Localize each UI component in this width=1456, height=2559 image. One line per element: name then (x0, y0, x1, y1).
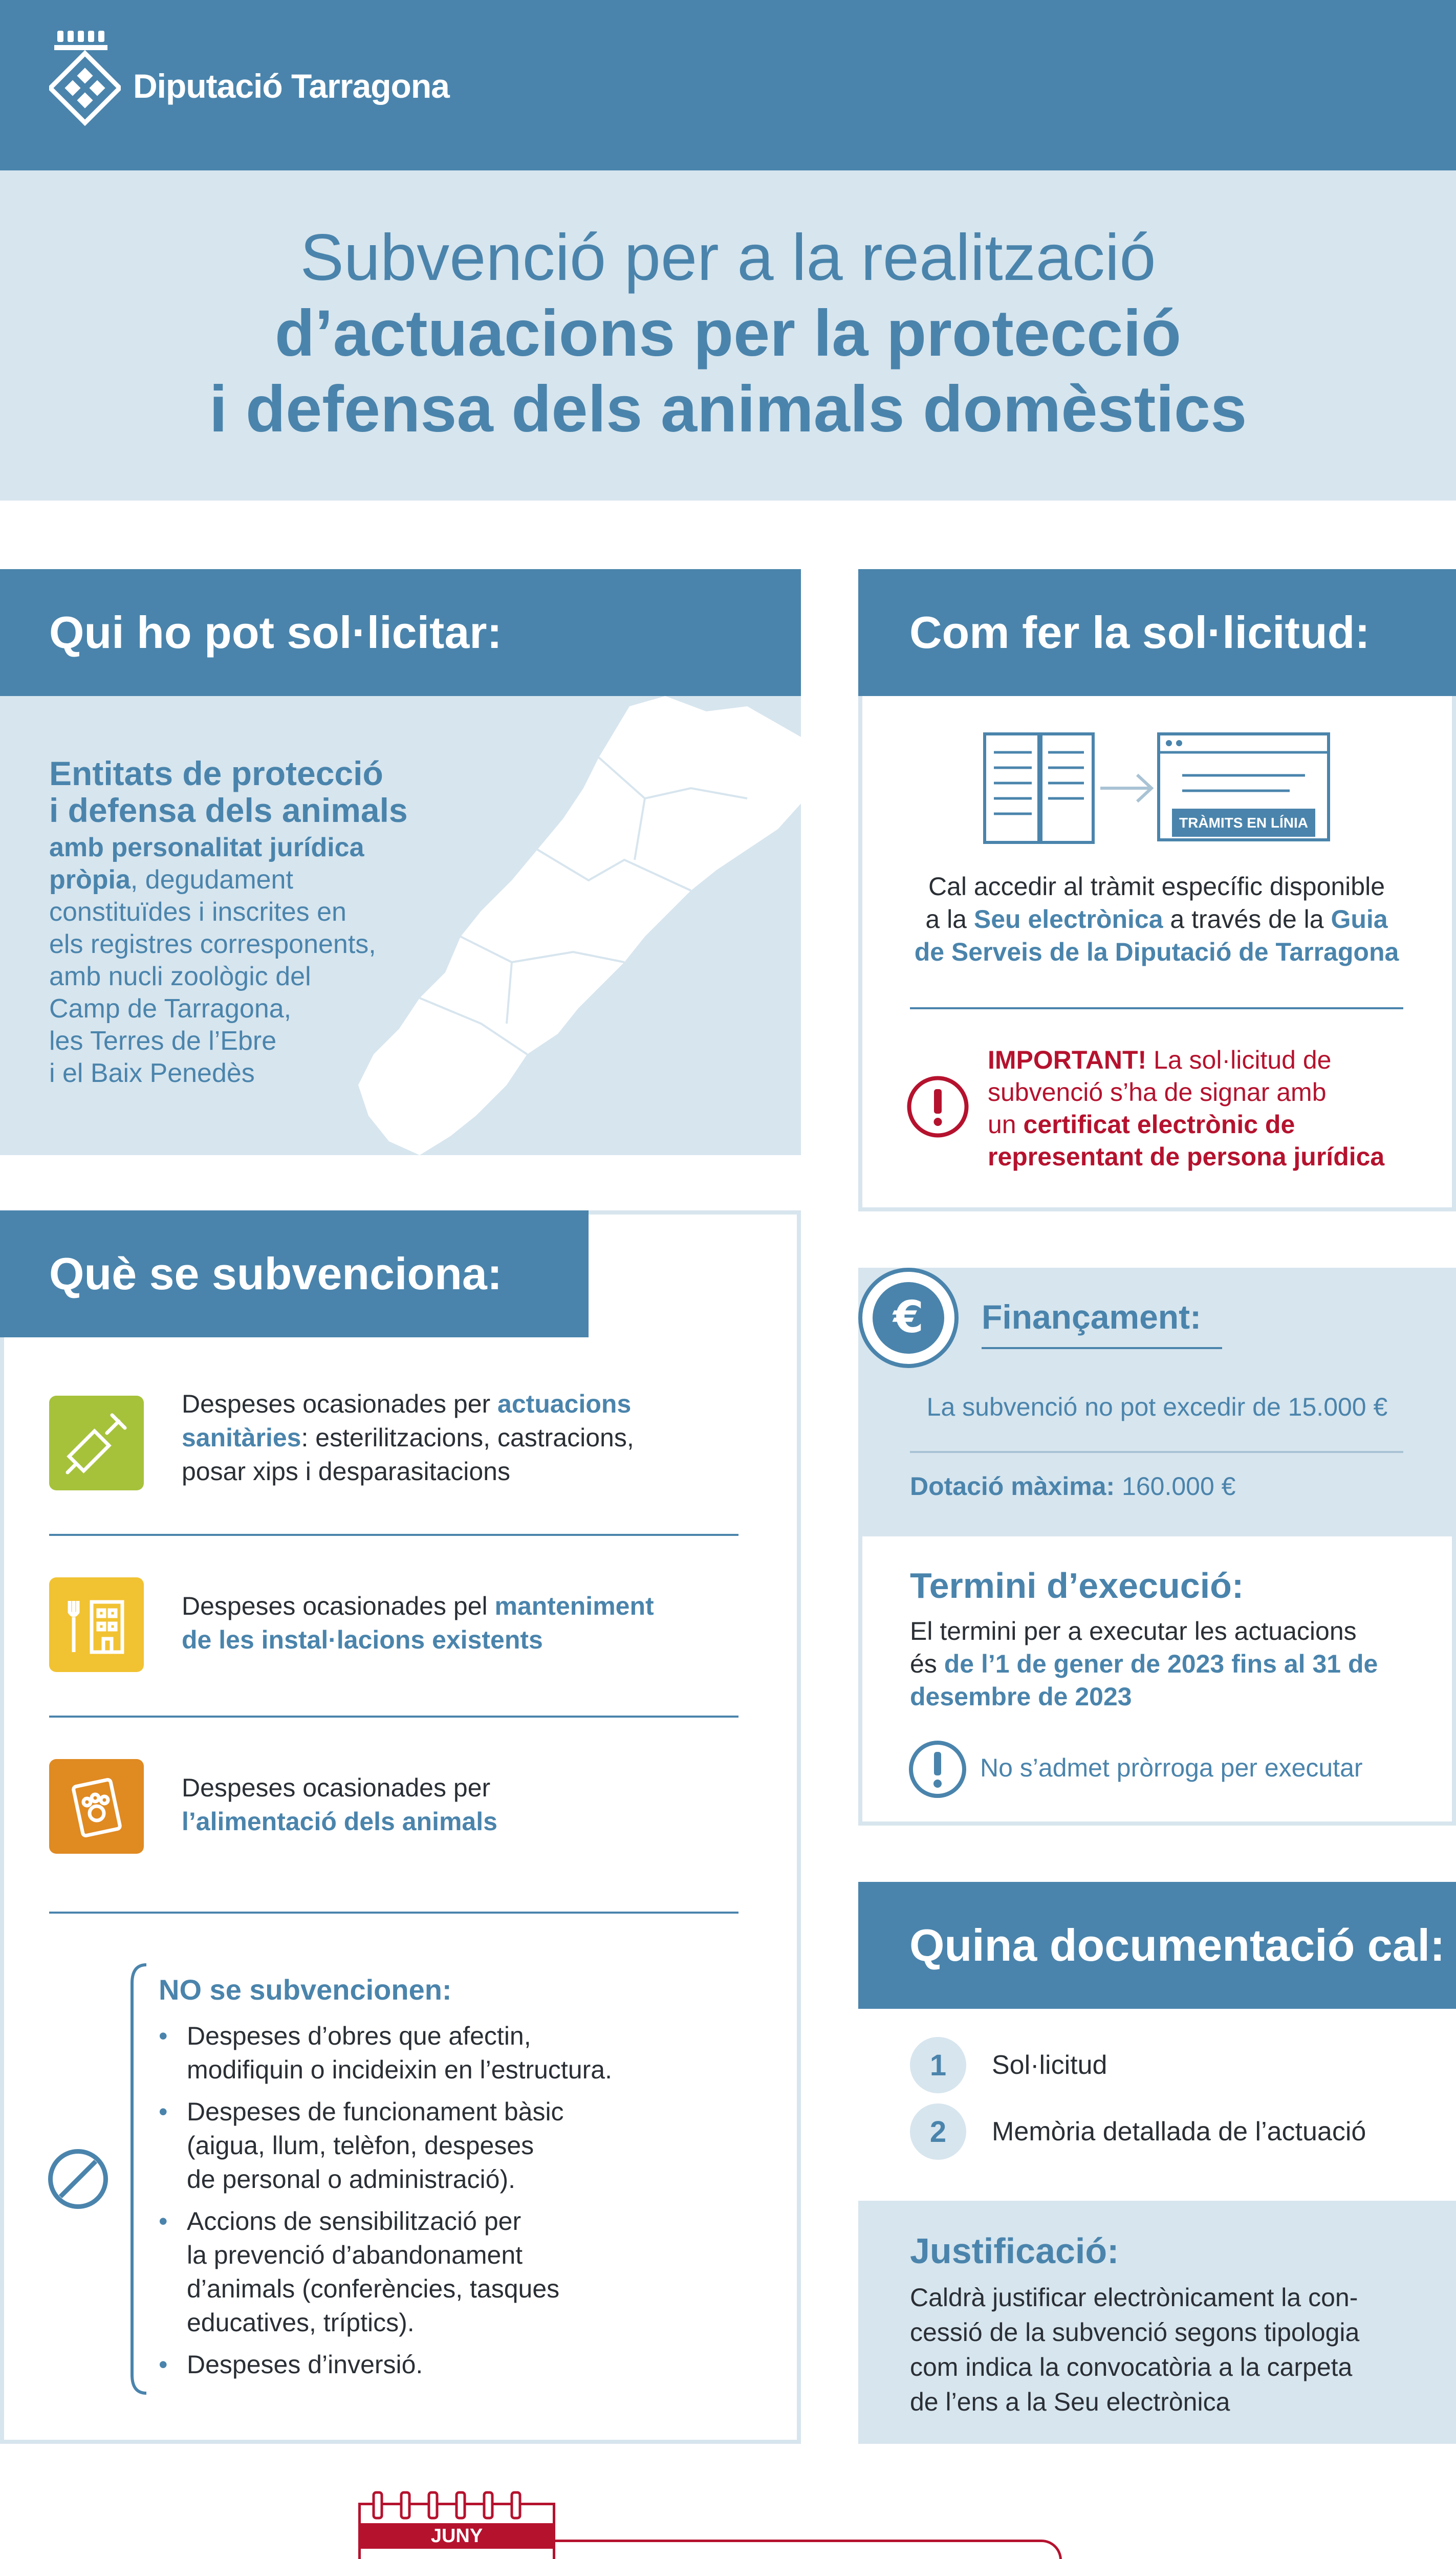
bracket-icon (128, 1963, 148, 2395)
guia-link[interactable]: Guia (1331, 905, 1388, 934)
document-icon (983, 732, 1095, 844)
important-line-3b: certificat electrònic de (1023, 1110, 1295, 1139)
financament-heading: Finançament: (982, 1298, 1202, 1336)
dotacio-label: Dotació màxima: (910, 1472, 1115, 1501)
no-list-line: la prevenció d’abandonament (187, 2241, 523, 2269)
termini-heading: Termini d’execució: (910, 1566, 1244, 1606)
que-item-2 (182, 1589, 693, 1657)
que-item-1-c: sanitàries (182, 1423, 301, 1452)
doc-number-badge: 1 (910, 2037, 966, 2093)
doc-label: Memòria detallada de l’actuació (992, 2117, 1366, 2146)
com-line-1: Cal accedir al tràmit específic disponible (928, 872, 1385, 901)
qui-subheading-1: Entitats de protecció (49, 754, 383, 792)
qui-text-2: constituïdes i inscrites en (49, 897, 346, 927)
calendar-rings (371, 2490, 542, 2521)
que-item-3-b: l’alimentació dels animals (182, 1807, 497, 1836)
alert-icon (906, 1075, 970, 1139)
qui-text-1: , degudament (130, 865, 293, 895)
important-line-2: subvenció s’ha de signar amb (988, 1078, 1327, 1107)
termini-text (910, 1615, 1406, 1713)
qui-text (49, 755, 438, 1090)
com-line-2a: a la (925, 905, 974, 934)
que-item-2-a: Despeses ocasionades pel (182, 1592, 495, 1620)
title-line-3: i defensa dels animals domèstics (209, 373, 1247, 446)
svg-text:€: € (893, 1292, 924, 1343)
justificacio-heading: Justificació: (910, 2231, 1119, 2271)
qui-text-4: amb nucli zoològic del (49, 962, 311, 991)
doc-number-badge: 2 (910, 2103, 966, 2160)
syringe-icon (49, 1396, 144, 1490)
arrow-right-icon (1100, 768, 1157, 809)
justificacio-text (910, 2280, 1406, 2419)
calendar-callout (555, 2540, 1062, 2559)
termini-line-2a: és (910, 1650, 944, 1678)
com-line-2c: a través de la (1163, 905, 1331, 934)
que-divider-1 (49, 1534, 738, 1536)
com-heading: Com fer la sol·licitud: (858, 569, 1456, 696)
seu-electronica-link[interactable]: Seu electrònica (973, 905, 1163, 934)
no-list-line: • Accions de sensibilització per (187, 2207, 521, 2236)
title-line-2: d’actuacions per la protecció (274, 297, 1182, 370)
justificacio-line-2: cessió de la subvenció segons tipologia (910, 2318, 1360, 2347)
no-list-line: modifiquin o incideixin en l’estructura. (187, 2055, 612, 2084)
important-label: IMPORTANT! (988, 1046, 1147, 1074)
no-list-line: d’animals (conferències, tasques (187, 2274, 560, 2303)
doc-heading: Quina documentació cal: (858, 1882, 1456, 2009)
no-list (159, 2019, 773, 2390)
financament-divider (910, 1451, 1403, 1453)
que-item-1-e: posar xips i desparasitacions (182, 1457, 510, 1486)
important-note (988, 1044, 1428, 1173)
dotacio-maxima (910, 1471, 1235, 1501)
qui-bold-1: amb personalitat jurídica (49, 833, 364, 862)
que-item-1 (182, 1387, 693, 1488)
no-list-line: • Despeses d’obres que afectin, (187, 2022, 531, 2050)
qui-text-3: els registres corresponents, (49, 929, 376, 959)
prohibited-icon (46, 2147, 110, 2211)
qui-bold-2: pròpia (49, 865, 131, 895)
com-instructions (870, 870, 1443, 968)
termini-line-3: desembre de 2023 (910, 1682, 1132, 1711)
financament-limit: La subvenció no pot excedir de 15.000 € (926, 1393, 1388, 1421)
que-item-1-a: Despeses ocasionades per (182, 1390, 498, 1418)
qui-text-5: Camp de Tarragona, (49, 994, 292, 1024)
no-list-line: • Despeses d’inversió. (187, 2350, 423, 2379)
no-list-item (159, 2348, 773, 2381)
title-line-1: Subvenció per a la realització (300, 221, 1156, 294)
building-tools-icon (49, 1577, 144, 1672)
qui-heading: Qui ho pot sol·licitar: (0, 569, 801, 696)
calendar-month: JUNY (361, 2523, 553, 2549)
guia-serveis-link[interactable]: de Serveis de la Diputació de Tarragona (914, 938, 1399, 966)
dotacio-value: 160.000 € (1115, 1472, 1236, 1501)
no-list-line: de personal o administració). (187, 2165, 515, 2194)
no-list-item (159, 2204, 773, 2339)
doc-list (910, 2032, 1422, 2165)
important-line-1: La sol·licitud de (1146, 1046, 1332, 1074)
que-divider-3 (49, 1912, 738, 1914)
termini-note: No s’admet pròrroga per executar (980, 1753, 1363, 1782)
que-item-2-b: manteniment (494, 1592, 654, 1620)
que-heading: Què se subvenciona: (0, 1210, 589, 1337)
tramits-en-linia-badge[interactable]: TRÀMITS EN LÍNIA (1179, 814, 1308, 831)
page-title (0, 220, 1456, 447)
justificacio-line-4: de l’ens a la Seu electrònica (910, 2388, 1230, 2416)
diputacio-logo-icon[interactable] (49, 31, 121, 128)
calendar-icon (358, 2503, 555, 2559)
termini-line-1: El termini per a executar les actuacions (910, 1617, 1357, 1645)
no-list-line: (aigua, llum, telèfon, despeses (187, 2131, 534, 2160)
important-line-4: representant de persona jurídica (988, 1142, 1385, 1171)
info-alert-icon (907, 1739, 968, 1800)
euro-icon (857, 1267, 960, 1369)
no-list-line: educatives, tríptics). (187, 2308, 415, 2337)
com-divider (910, 1007, 1403, 1009)
no-list-line: • Despeses de funcionament bàsic (187, 2097, 564, 2126)
no-list-item (159, 2019, 773, 2087)
que-item-2-c: de les instal·lacions existents (182, 1625, 543, 1654)
important-line-3a: un (988, 1110, 1024, 1139)
qui-description (49, 832, 438, 1090)
termini-line-2b: de l’1 de gener de 2023 fins al 31 de (944, 1650, 1378, 1678)
que-item-1-d: : esterilitzacions, castracions, (301, 1423, 634, 1452)
no-heading: NO se subvencionen: (159, 1974, 452, 2006)
financament-underline (982, 1347, 1222, 1349)
brand-name[interactable]: Diputació Tarragona (133, 67, 449, 105)
que-item-3-a: Despeses ocasionades per (182, 1773, 491, 1802)
justificacio-line-1: Caldrà justificar electrònicament la con- (910, 2283, 1358, 2312)
qui-text-6: les Terres de l’Ebre (49, 1026, 277, 1056)
que-item-1-b: actuacions (497, 1390, 632, 1418)
qui-text-7: i el Baix Penedès (49, 1058, 255, 1088)
que-divider-2 (49, 1716, 738, 1718)
doc-list-item (910, 2032, 1422, 2098)
doc-label: Sol·licitud (992, 2050, 1107, 2080)
no-list-item (159, 2095, 773, 2196)
pet-food-icon (49, 1759, 144, 1854)
justificacio-line-3: com indica la convocatòria a la carpeta (910, 2353, 1353, 2381)
doc-list-item (910, 2098, 1422, 2165)
que-item-3 (182, 1771, 693, 1838)
qui-subheading-2: i defensa dels animals (49, 791, 408, 829)
